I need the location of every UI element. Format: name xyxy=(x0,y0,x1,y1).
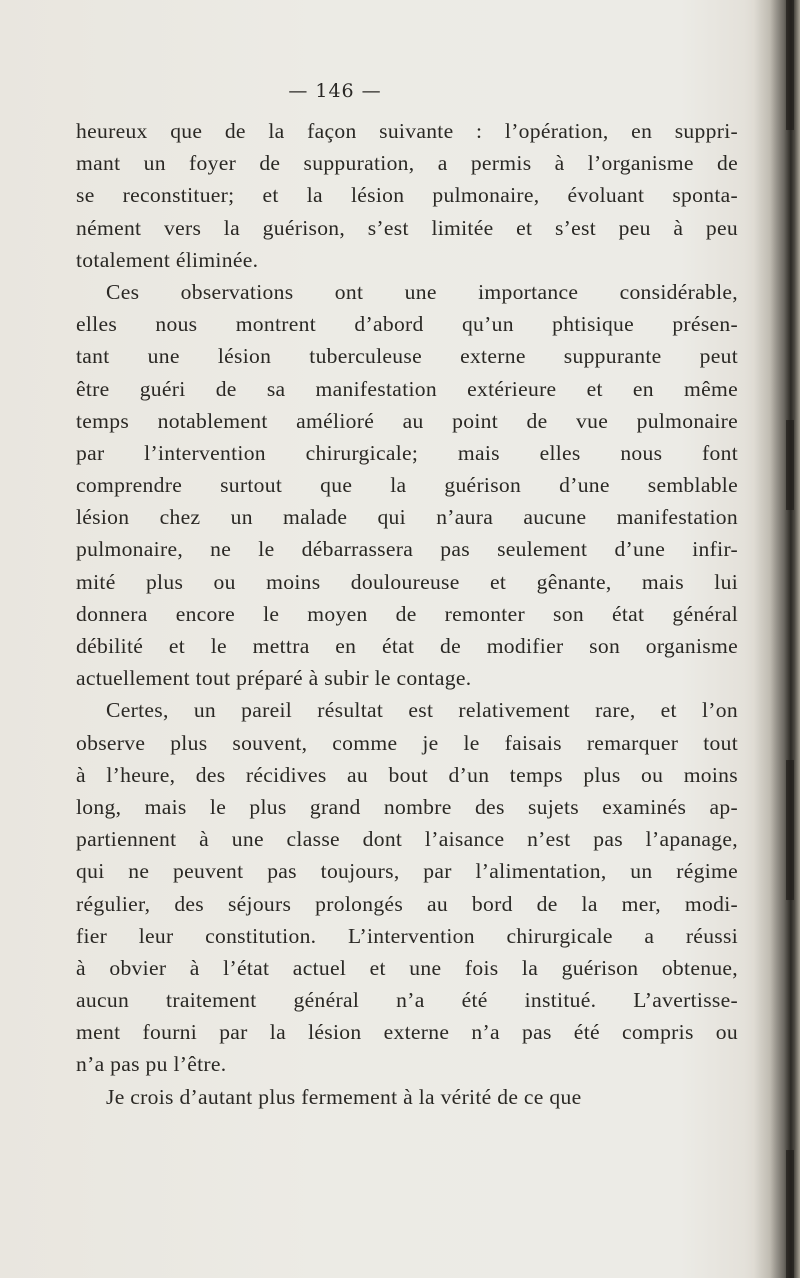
paragraph xyxy=(76,276,738,694)
paragraph xyxy=(76,694,738,1080)
text-line: débilité et le mettra en état de modifier son organisme xyxy=(76,634,738,658)
binding-strip xyxy=(786,1150,794,1278)
text-line: à obvier à l’état actuel et une fois la guérison obtenue, xyxy=(76,955,738,980)
text-line: être guéri de sa manifestation extérieure et en même xyxy=(76,376,738,401)
binding-strip xyxy=(786,760,794,900)
text-line: Certes, un pareil résultat est relativement rare, et l’on xyxy=(106,698,738,723)
text-line: aucun traitement général n’a été institué. L’avertisse- xyxy=(76,988,738,1013)
paragraph xyxy=(76,115,738,276)
page-number: — 146 — xyxy=(288,80,382,102)
text-line: mant un foyer de suppuration, a permis à l’organisme de xyxy=(76,151,738,176)
text-line: se reconstituer; et la lésion pulmonaire, évoluant sponta- xyxy=(76,183,738,208)
text-line: Ces observations ont une importance considérable, xyxy=(106,279,738,304)
text-line: à l’heure, des récidives au bout d’un temps plus ou moins xyxy=(76,762,738,787)
paragraph xyxy=(76,1081,738,1113)
text-line: totalement éliminée. xyxy=(76,247,259,272)
binding-strip xyxy=(786,420,794,510)
text-line: temps notablement amélioré au point de vue pulmonaire xyxy=(76,408,738,433)
text-line: n’a pas pu l’être. xyxy=(76,1052,227,1077)
text-line: partiennent à une classe dont l’aisance n’est pas l’apanage, xyxy=(76,827,738,852)
text-line: régulier, des séjours prolongés au bord de la mer, modi- xyxy=(76,891,738,916)
text-line: pulmonaire, ne le débarrassera pas seulement d’une infir- xyxy=(76,537,738,562)
text-line: nément vers la guérison, s’est limitée et s’est peu à peu xyxy=(76,215,738,240)
text-line: comprendre surtout que la guérison d’une semblable xyxy=(76,473,738,498)
text-line: qui ne peuvent pas toujours, par l’alimentation, un régime xyxy=(76,859,738,884)
binding-strip xyxy=(786,0,794,130)
book-binding-shadow xyxy=(754,0,800,1278)
text-line: Je crois d’autant plus fermement à la vérité de ce que xyxy=(106,1084,582,1109)
text-line: observe plus souvent, comme je le faisais remarquer tout xyxy=(76,730,738,755)
text-line: elles nous montrent d’abord qu’un phtisique présen- xyxy=(76,312,738,337)
text-line: donnera encore le moyen de remonter son état général xyxy=(76,601,738,626)
text-line: par l’intervention chirurgicale; mais elles nous font xyxy=(76,440,738,465)
text-line: heureux que de la façon suivante : l’opération, en suppri- xyxy=(76,119,738,143)
text-line: mité plus ou moins douloureuse et gênante, mais lui xyxy=(76,569,738,594)
text-line: long, mais le plus grand nombre des sujets examinés ap- xyxy=(76,794,738,819)
text-line: lésion chez un malade qui n’aura aucune manifestation xyxy=(76,505,738,530)
body-text xyxy=(76,115,738,1113)
text-line: fier leur constitution. L’intervention chirurgicale a réussi xyxy=(76,923,738,948)
text-line: actuellement tout préparé à subir le contage. xyxy=(76,666,472,691)
text-line: ment fourni par la lésion externe n’a pas été compris ou xyxy=(76,1020,738,1045)
text-line: tant une lésion tuberculeuse externe suppurante peut xyxy=(76,344,738,369)
